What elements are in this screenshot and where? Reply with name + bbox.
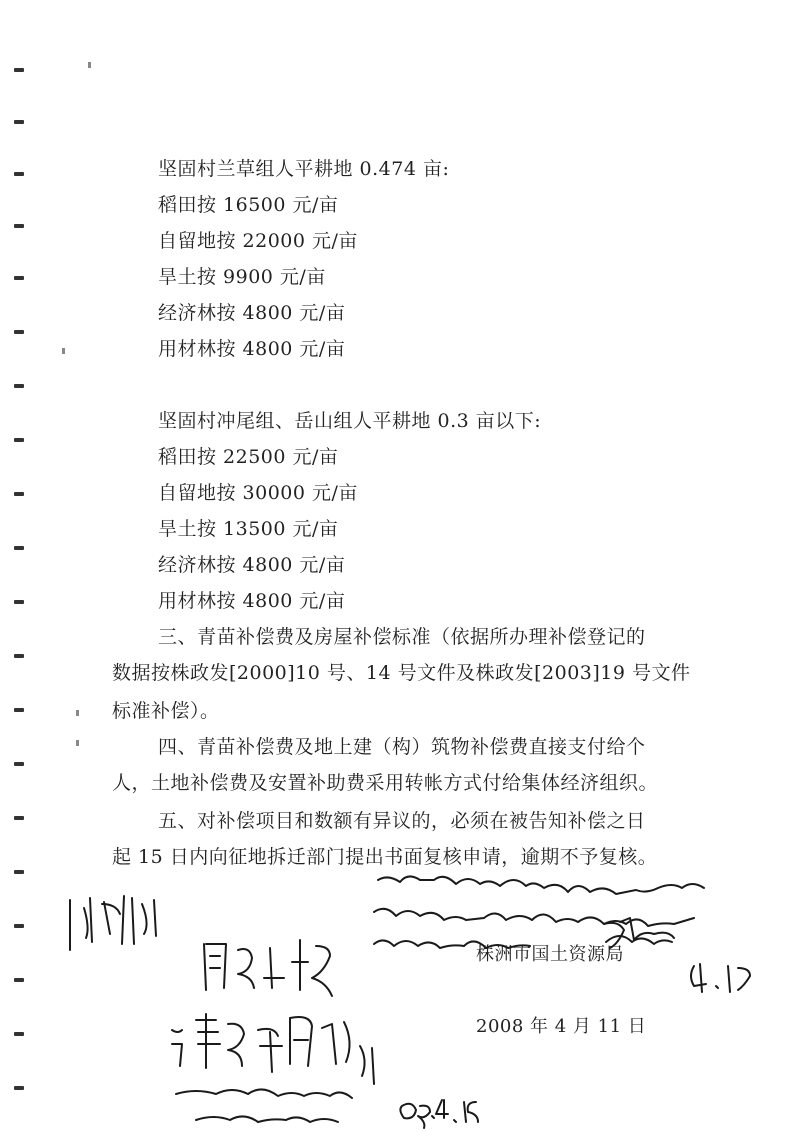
signature-review <box>172 1014 350 1072</box>
rate-line: 自留地按 22000 元/亩 <box>158 230 358 252</box>
rate-line: 用材林按 4800 元/亩 <box>158 590 346 612</box>
issuer-name: 株洲市国土资源局 <box>476 944 624 965</box>
paragraph-line: 三、青苗补偿费及房屋补偿标准（依据所办理补偿登记的 <box>158 626 646 648</box>
paragraph-line: 标准补偿）。 <box>112 700 220 722</box>
rate-line: 旱土按 9900 元/亩 <box>158 266 326 288</box>
issue-date: 2008 年 4 月 11 日 <box>476 1016 647 1037</box>
initials-date-bottom <box>400 1100 478 1128</box>
rate-line: 稻田按 22500 元/亩 <box>158 446 339 468</box>
rate-line: 经济林按 4800 元/亩 <box>158 302 346 324</box>
paragraph-line: 起 15 日内向征地拆迁部门提出书面复核申请，逾期不予复核。 <box>112 846 658 868</box>
paragraph-line: 四、青苗补偿费及地上建（构）筑物补偿费直接支付给个 <box>158 736 646 758</box>
rate-line: 经济林按 4800 元/亩 <box>158 554 346 576</box>
paragraph-line: 数据按株政发[2000]10 号、14 号文件及株政发[2003]19 号文件 <box>112 662 691 684</box>
paragraph-line: 五、对补偿项目和数额有异议的，必须在被告知补偿之日 <box>158 810 646 832</box>
paragraph-line: 人，土地补偿费及安置补助费采用转帐方式付给集体经济组织。 <box>112 772 659 794</box>
rate-line: 旱土按 13500 元/亩 <box>158 518 339 540</box>
section2-header: 坚固村冲尾组、岳山组人平耕地 0.3 亩以下: <box>158 410 542 432</box>
initials-date-right <box>604 918 750 992</box>
rate-line: 用材林按 4800 元/亩 <box>158 338 346 360</box>
section1-header: 坚固村兰草组人平耕地 0.474 亩: <box>158 158 450 180</box>
rate-line: 自留地按 30000 元/亩 <box>158 482 358 504</box>
signature-received <box>70 896 156 950</box>
handwritten-remark-right <box>374 876 704 948</box>
rate-line: 稻田按 16500 元/亩 <box>158 194 339 216</box>
signature-approve <box>204 940 332 996</box>
